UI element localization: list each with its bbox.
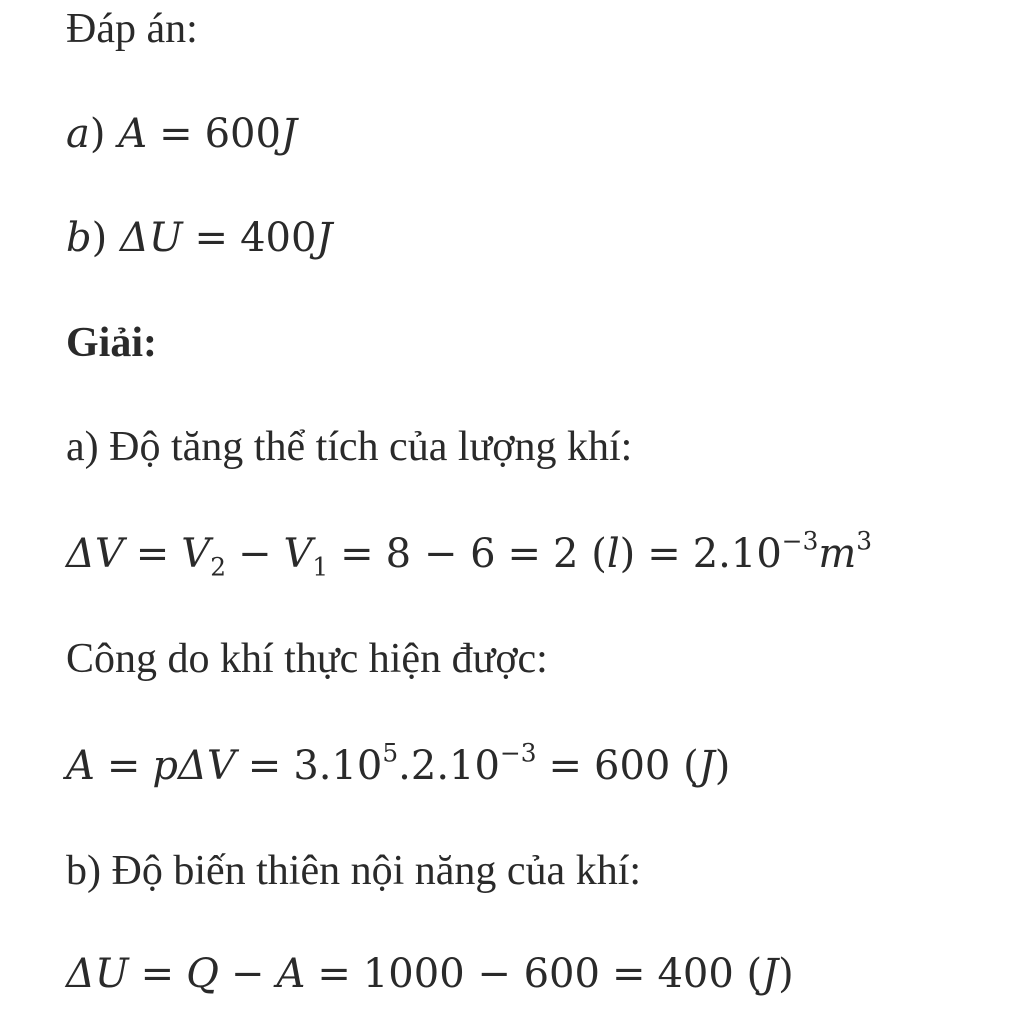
work-heading: Công do khí thực hiện được: bbox=[66, 636, 548, 682]
answer-heading: Đáp án: bbox=[66, 6, 198, 52]
part-a-heading: a) Độ tăng thể tích của lượng khí: bbox=[66, 424, 633, 470]
solution-heading: Giải: bbox=[66, 320, 157, 366]
answer-b: b) ΔU = 400J bbox=[66, 215, 333, 261]
work-formula: $A = p\Delta V = 3.10^5.2.10^{-3} = 600$ (J) bbox=[66, 738, 731, 789]
volume-formula: $\Delta V = V_2 - V_1 = 8 - 6 = 2$ $(l) = 2.10^{-3}m^3$ bbox=[66, 526, 873, 582]
energy-formula: ΔU = Q − A = 1000 − 600 = 400 (J) bbox=[66, 951, 794, 997]
answer-a: a) A = 600J bbox=[66, 111, 297, 157]
part-b-heading: b) Độ biến thiên nội năng của khí: bbox=[66, 848, 642, 894]
